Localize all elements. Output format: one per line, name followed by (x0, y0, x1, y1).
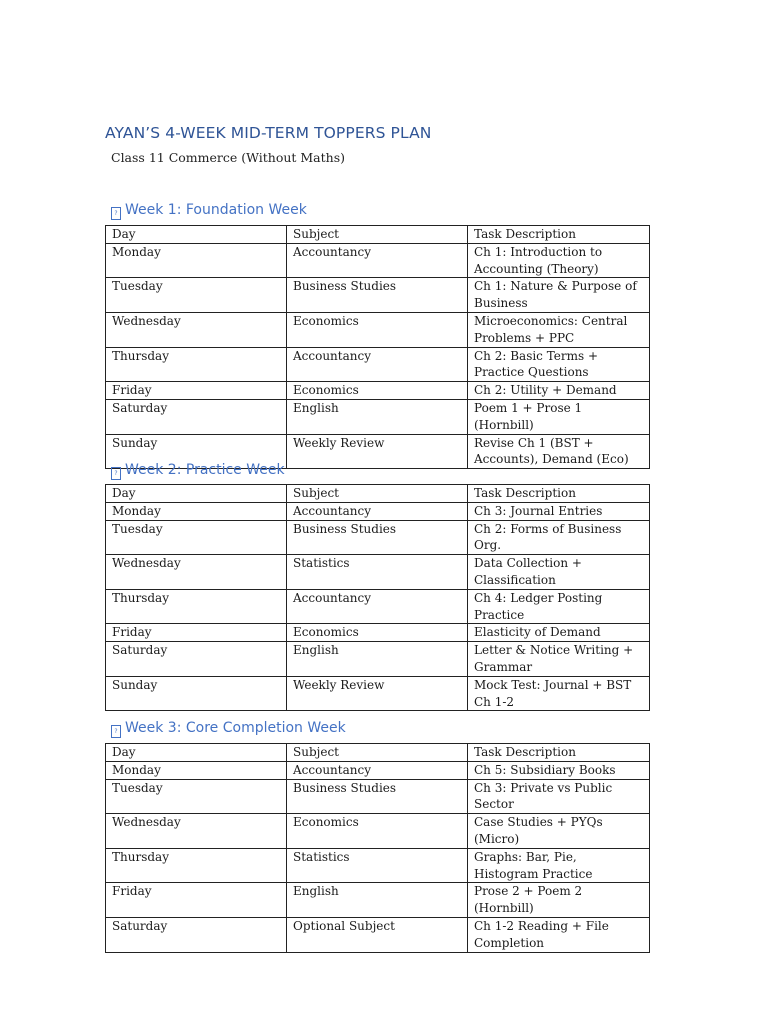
week-3-heading (111, 720, 346, 738)
header-day: Day (106, 226, 287, 244)
task-cell: Ch 3: Journal Entries (468, 502, 650, 520)
day-cell: Tuesday (106, 520, 287, 555)
subject-cell: Weekly Review (287, 676, 468, 711)
day-cell: Thursday (106, 347, 287, 382)
day-cell: Friday (106, 382, 287, 400)
subject-cell: English (287, 883, 468, 918)
task-cell: Data Collection + Classification (468, 555, 650, 590)
task-cell: Ch 1-2 Reading + File Completion (468, 917, 650, 952)
document-title: AYAN’S 4-WEEK MID-TERM TOPPERS PLAN (105, 124, 432, 142)
day-cell: Wednesday (106, 814, 287, 849)
missing-glyph-icon: ? (111, 725, 121, 738)
day-cell: Thursday (106, 589, 287, 624)
task-cell: Ch 3: Private vs Public Sector (468, 779, 650, 814)
task-cell: Revise Ch 1 (BST + Accounts), Demand (Eco) (468, 434, 650, 469)
day-cell: Monday (106, 761, 287, 779)
table-row (106, 917, 650, 952)
week-3-table (105, 743, 650, 953)
day-cell: Sunday (106, 676, 287, 711)
header-task: Task Description (468, 744, 650, 762)
subject-cell: Accountancy (287, 347, 468, 382)
day-cell: Saturday (106, 399, 287, 434)
header-task: Task Description (468, 485, 650, 503)
day-cell: Sunday (106, 434, 287, 469)
week-2-table (105, 484, 650, 711)
table-row (106, 848, 650, 883)
missing-glyph-icon: ? (111, 207, 121, 220)
day-cell: Thursday (106, 848, 287, 883)
table-row (106, 520, 650, 555)
task-cell: Ch 4: Ledger Posting Practice (468, 589, 650, 624)
table-row (106, 347, 650, 382)
table-row (106, 624, 650, 642)
task-cell: Ch 2: Utility + Demand (468, 382, 650, 400)
table-header-row (106, 485, 650, 503)
task-cell: Ch 2: Basic Terms + Practice Questions (468, 347, 650, 382)
table-row (106, 814, 650, 849)
subject-cell: English (287, 399, 468, 434)
task-cell: Mock Test: Journal + BST Ch 1-2 (468, 676, 650, 711)
day-cell: Tuesday (106, 779, 287, 814)
task-cell: Case Studies + PYQs (Micro) (468, 814, 650, 849)
subject-cell: Economics (287, 814, 468, 849)
subject-cell: Accountancy (287, 761, 468, 779)
task-cell: Ch 1: Introduction to Accounting (Theory) (468, 243, 650, 278)
header-subject: Subject (287, 226, 468, 244)
table-row (106, 642, 650, 677)
subject-cell: Economics (287, 312, 468, 347)
table-row (106, 676, 650, 711)
subject-cell: Statistics (287, 555, 468, 590)
table-row (106, 502, 650, 520)
week-2-heading-text: Week 2: Practice Week (125, 462, 285, 478)
subject-cell: English (287, 642, 468, 677)
missing-glyph-icon: ? (111, 467, 121, 480)
day-cell: Wednesday (106, 555, 287, 590)
task-cell: Poem 1 + Prose 1 (Hornbill) (468, 399, 650, 434)
task-cell: Elasticity of Demand (468, 624, 650, 642)
subject-cell: Business Studies (287, 520, 468, 555)
header-task: Task Description (468, 226, 650, 244)
table-header-row (106, 226, 650, 244)
day-cell: Saturday (106, 642, 287, 677)
day-cell: Friday (106, 624, 287, 642)
header-subject: Subject (287, 744, 468, 762)
day-cell: Monday (106, 502, 287, 520)
subject-cell: Economics (287, 624, 468, 642)
task-cell: Ch 5: Subsidiary Books (468, 761, 650, 779)
subject-cell: Optional Subject (287, 917, 468, 952)
week-3-heading-text: Week 3: Core Completion Week (125, 720, 346, 736)
week-1-heading (111, 202, 307, 220)
subject-cell: Business Studies (287, 278, 468, 313)
table-row (106, 382, 650, 400)
day-cell: Monday (106, 243, 287, 278)
table-row (106, 555, 650, 590)
task-cell: Ch 2: Forms of Business Org. (468, 520, 650, 555)
task-cell: Ch 1: Nature & Purpose of Business (468, 278, 650, 313)
task-cell: Letter & Notice Writing + Grammar (468, 642, 650, 677)
document-subtitle: Class 11 Commerce (Without Maths) (111, 150, 346, 165)
task-cell: Graphs: Bar, Pie, Histogram Practice (468, 848, 650, 883)
table-row (106, 761, 650, 779)
subject-cell: Accountancy (287, 502, 468, 520)
table-row (106, 278, 650, 313)
week-1-table (105, 225, 650, 469)
subject-cell: Weekly Review (287, 434, 468, 469)
table-row (106, 312, 650, 347)
subject-cell: Economics (287, 382, 468, 400)
subject-cell: Business Studies (287, 779, 468, 814)
day-cell: Tuesday (106, 278, 287, 313)
table-header-row (106, 744, 650, 762)
task-cell: Microeconomics: Central Problems + PPC (468, 312, 650, 347)
header-subject: Subject (287, 485, 468, 503)
table-row (106, 779, 650, 814)
table-row (106, 589, 650, 624)
subject-cell: Accountancy (287, 589, 468, 624)
table-row (106, 243, 650, 278)
header-day: Day (106, 485, 287, 503)
table-row (106, 883, 650, 918)
day-cell: Friday (106, 883, 287, 918)
subject-cell: Accountancy (287, 243, 468, 278)
task-cell: Prose 2 + Poem 2 (Hornbill) (468, 883, 650, 918)
table-row (106, 399, 650, 434)
subject-cell: Statistics (287, 848, 468, 883)
header-day: Day (106, 744, 287, 762)
day-cell: Saturday (106, 917, 287, 952)
week-1-heading-text: Week 1: Foundation Week (125, 202, 307, 218)
week-2-heading (111, 462, 285, 480)
day-cell: Wednesday (106, 312, 287, 347)
